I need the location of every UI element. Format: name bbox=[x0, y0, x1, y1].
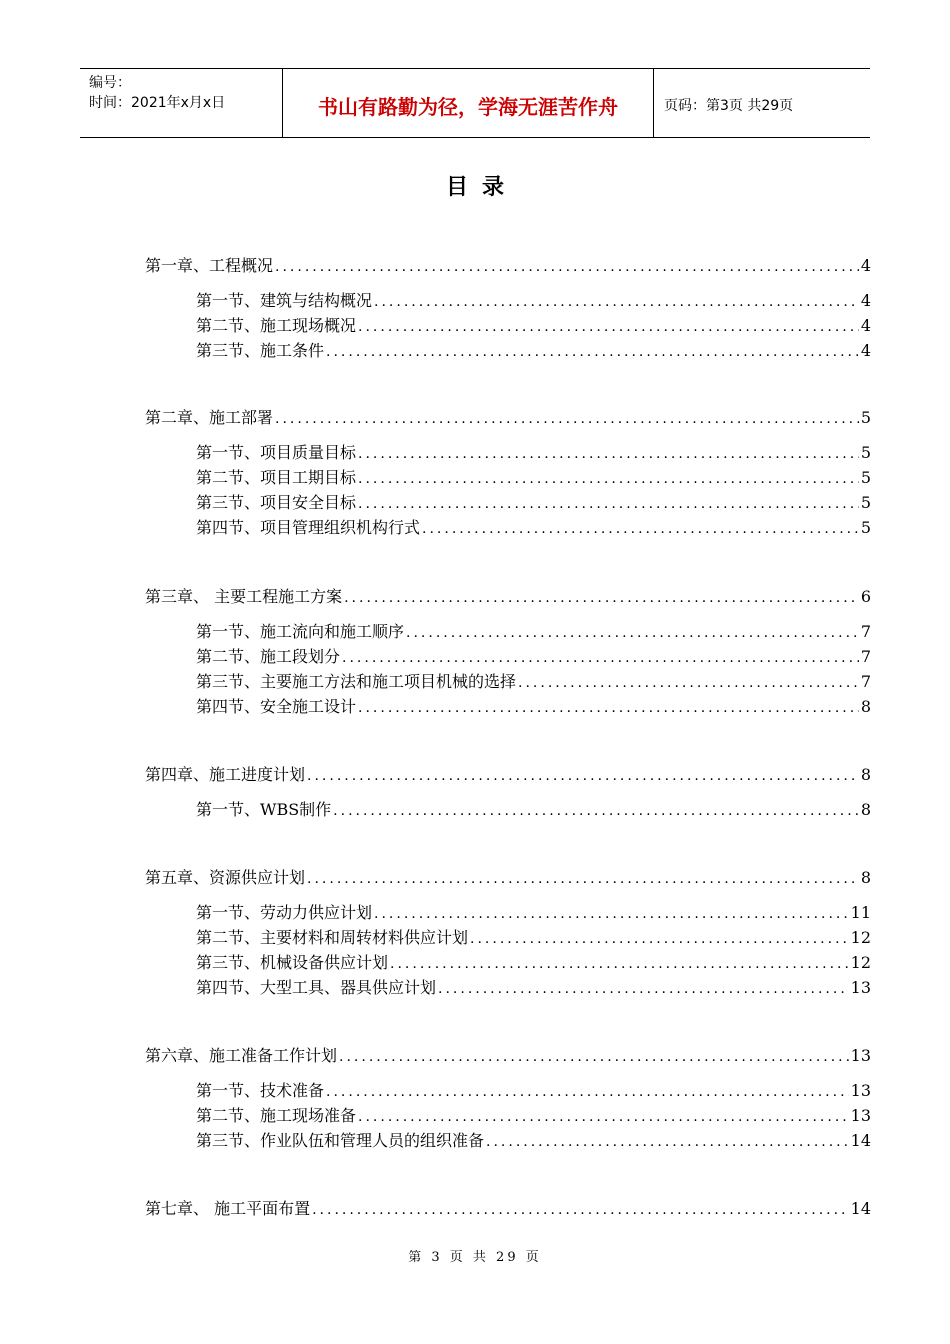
toc-section-label: 第三节、施工条件 bbox=[196, 341, 325, 360]
dot-leader bbox=[326, 340, 859, 364]
toc-chapter-label: 第四章、施工进度计划 bbox=[145, 765, 306, 784]
dot-leader bbox=[358, 492, 859, 516]
toc-section-entry[interactable] bbox=[196, 314, 871, 338]
toc-chapter-page-number: 4 bbox=[860, 256, 871, 275]
dot-leader bbox=[275, 255, 859, 279]
dot-leader bbox=[470, 927, 849, 951]
dot-leader bbox=[333, 799, 859, 823]
toc-chapter-entry[interactable] bbox=[145, 1044, 871, 1068]
toc-section-label: 第三节、项目安全目标 bbox=[196, 493, 357, 512]
toc-section-page-number: 13 bbox=[850, 1081, 871, 1100]
toc-section-label: 第三节、作业队伍和管理人员的组织准备 bbox=[196, 1131, 485, 1150]
toc-section-label: 第三节、主要施工方法和施工项目机械的选择 bbox=[196, 672, 517, 691]
toc-chapter-entry[interactable] bbox=[145, 866, 871, 890]
dot-leader bbox=[307, 764, 859, 788]
toc-section-page-number: 7 bbox=[860, 622, 871, 641]
dot-leader bbox=[358, 442, 859, 466]
toc-section-page-number: 13 bbox=[850, 1106, 871, 1125]
toc-chapter-label: 第五章、资源供应计划 bbox=[145, 868, 306, 887]
header-page-info: 页码：第3页 共29页 bbox=[664, 98, 794, 114]
toc-chapter-page-number: 13 bbox=[850, 1046, 871, 1065]
toc-section-entry[interactable] bbox=[196, 339, 871, 363]
toc-section-label: 第一节、项目质量目标 bbox=[196, 443, 357, 462]
toc-section-label: 第三节、机械设备供应计划 bbox=[196, 953, 389, 972]
toc-section-page-number: 4 bbox=[860, 291, 871, 310]
toc-section-entry[interactable] bbox=[196, 695, 871, 719]
toc-section-entry[interactable] bbox=[196, 289, 871, 313]
toc-chapter-page-number: 8 bbox=[860, 868, 871, 887]
toc-chapter-entry[interactable] bbox=[145, 585, 871, 609]
dot-leader bbox=[326, 1080, 849, 1104]
toc-section-entry[interactable] bbox=[196, 951, 871, 975]
toc-section-label: 第一节、劳动力供应计划 bbox=[196, 903, 373, 922]
toc-section-entry[interactable] bbox=[196, 466, 871, 490]
toc-section-page-number: 13 bbox=[850, 978, 871, 997]
toc-section-entry[interactable] bbox=[196, 491, 871, 515]
toc-chapter-page-number: 5 bbox=[860, 408, 871, 427]
toc-section-entry[interactable] bbox=[196, 670, 871, 694]
toc-section-label: 第二节、项目工期目标 bbox=[196, 468, 357, 487]
toc-chapter-entry[interactable] bbox=[145, 406, 871, 430]
toc-section-page-number: 7 bbox=[860, 672, 871, 691]
toc-section-page-number: 4 bbox=[860, 316, 871, 335]
toc-section-label: 第二节、施工现场概况 bbox=[196, 316, 357, 335]
toc-chapter-label: 第三章、 主要工程施工方案 bbox=[145, 587, 343, 606]
header-code: 编号： bbox=[89, 75, 131, 91]
toc-section-entry[interactable] bbox=[196, 441, 871, 465]
toc-section-page-number: 7 bbox=[860, 647, 871, 666]
dot-leader bbox=[358, 696, 859, 720]
dot-leader bbox=[275, 407, 859, 431]
toc-chapter-page-number: 6 bbox=[860, 587, 871, 606]
dot-leader bbox=[358, 315, 859, 339]
dot-leader bbox=[422, 517, 859, 541]
toc-section-page-number: 12 bbox=[850, 953, 871, 972]
dot-leader bbox=[518, 671, 859, 695]
header-motto: 书山有路勤为径，学海无涯苦作舟 bbox=[282, 69, 654, 137]
dot-leader bbox=[358, 467, 859, 491]
toc-section-label: 第四节、安全施工设计 bbox=[196, 697, 357, 716]
dot-leader bbox=[307, 867, 859, 891]
toc-chapter-entry[interactable] bbox=[145, 254, 871, 278]
toc-section-label: 第四节、项目管理组织机构行式 bbox=[196, 518, 421, 537]
toc-section-entry[interactable] bbox=[196, 645, 871, 669]
dot-leader bbox=[312, 1198, 849, 1222]
toc-section-page-number: 5 bbox=[860, 443, 871, 462]
toc-section-label: 第二节、施工现场准备 bbox=[196, 1106, 357, 1125]
dot-leader bbox=[339, 1045, 849, 1069]
dot-leader bbox=[406, 621, 859, 645]
dot-leader bbox=[344, 586, 859, 610]
toc-chapter-entry[interactable] bbox=[145, 763, 871, 787]
toc-section-entry[interactable] bbox=[196, 516, 871, 540]
page-footer: 第 3 页 共 29 页 bbox=[408, 1250, 542, 1265]
toc-section-label: 第一节、技术准备 bbox=[196, 1081, 325, 1100]
dot-leader bbox=[342, 646, 859, 670]
toc-section-entry[interactable] bbox=[196, 620, 871, 644]
toc-section-page-number: 12 bbox=[850, 928, 871, 947]
toc-section-label: 第四节、大型工具、器具供应计划 bbox=[196, 978, 437, 997]
dot-leader bbox=[374, 290, 859, 314]
toc-section-page-number: 5 bbox=[860, 468, 871, 487]
toc-section-label: 第一节、建筑与结构概况 bbox=[196, 291, 373, 310]
toc-chapter-entry[interactable] bbox=[145, 1197, 871, 1221]
page-title: 目录 bbox=[445, 175, 518, 200]
toc-chapter-label: 第六章、施工准备工作计划 bbox=[145, 1046, 338, 1065]
toc-chapter-page-number: 8 bbox=[860, 765, 871, 784]
toc-section-entry[interactable] bbox=[196, 926, 871, 950]
dot-leader bbox=[390, 952, 849, 976]
toc-section-label: 第一节、施工流向和施工顺序 bbox=[196, 622, 405, 641]
toc-chapter-label: 第二章、施工部署 bbox=[145, 408, 274, 427]
toc-section-entry[interactable] bbox=[196, 976, 871, 1000]
toc-section-page-number: 14 bbox=[850, 1131, 871, 1150]
toc-section-entry[interactable] bbox=[196, 1104, 871, 1128]
toc-section-page-number: 5 bbox=[860, 518, 871, 537]
toc-chapter-label: 第七章、 施工平面布置 bbox=[145, 1199, 311, 1218]
dot-leader bbox=[374, 902, 849, 926]
header-time: 时间：2021年x月x日 bbox=[89, 95, 226, 111]
toc-section-entry[interactable] bbox=[196, 1079, 871, 1103]
toc-chapter-label: 第一章、工程概况 bbox=[145, 256, 274, 275]
toc-section-label: 第二节、施工段划分 bbox=[196, 647, 341, 666]
toc-section-page-number: 4 bbox=[860, 341, 871, 360]
dot-leader bbox=[438, 977, 849, 1001]
toc-section-label: 第二节、主要材料和周转材料供应计划 bbox=[196, 928, 469, 947]
toc-section-page-number: 11 bbox=[850, 903, 871, 922]
toc-section-entry[interactable] bbox=[196, 798, 871, 822]
dot-leader bbox=[486, 1130, 849, 1154]
toc-section-entry[interactable] bbox=[196, 1129, 871, 1153]
toc-chapter-page-number: 14 bbox=[850, 1199, 871, 1218]
toc-section-page-number: 5 bbox=[860, 493, 871, 512]
toc-section-page-number: 8 bbox=[860, 697, 871, 716]
toc-section-entry[interactable] bbox=[196, 901, 871, 925]
toc-section-label: 第一节、WBS制作 bbox=[196, 800, 332, 819]
dot-leader bbox=[358, 1105, 849, 1129]
toc-section-page-number: 8 bbox=[860, 800, 871, 819]
